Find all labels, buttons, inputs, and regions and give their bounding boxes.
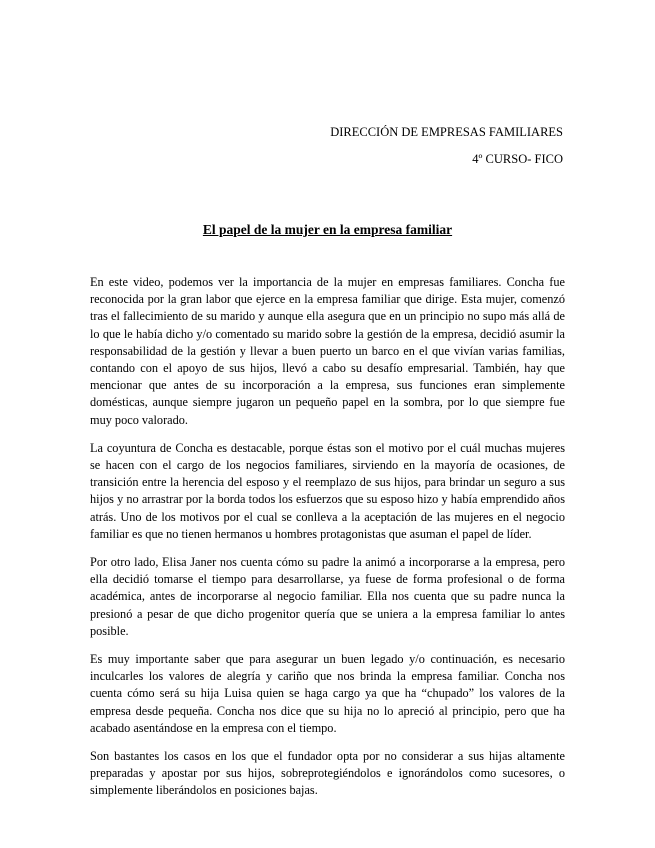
paragraph-2: La coyuntura de Concha es destacable, porque éstas son el motivo por el cuál muchas mujeres se hacen con el cargo de los negocios familiares, sirviendo en la mayoría de ocasiones, de transición entre la herencia del esposo y el reemplazo de sus hijos, para brindar un seguro a sus hijos y no arrastrar por la borda todos los esfuerzos que su esposo hizo y había emprendido años atrás. Uno de los motivos por el cual se conlleva a la aceptación de las mujeres en el negocio familiar es que no tienen hermanos u hombres protagonistas que asuman el papel de líder. [90,440,565,541]
paragraph-3: Por otro lado, Elisa Janer nos cuenta cómo su padre la animó a incorporarse a la empresa, pero ella decidió tomarse el tiempo para desarrollarse, ya fuese de forma profesional o de forma académica, antes de incorporarse al negocio familiar. Ella nos cuenta que su padre nunca la presionó a pesar de que dicho progenitor quería que se uniera a la empresa familiar lo antes posible. [90,555,565,638]
document-title: El papel de la mujer en la empresa familiar [202,222,453,237]
course-year: 4º CURSO- FICO [472,152,563,166]
document-body [90,274,565,811]
paragraph-5: Son bastantes los casos en los que el fundador opta por no considerar a sus hijas altamente preparadas y apostar por sus hijos, sobreprotegiéndolos e ignorándolos como sucesores, o simplemente liberándolos en posiciones bajas. [90,749,565,798]
paragraph-1: En este video, podemos ver la importancia de la mujer en empresas familiares. Concha fue reconocida por la gran labor que ejerce en la empresa familiar que dirige. Esta mujer, comenzó tras el fallecimiento de su marido y aunque ella asegura que en un principio no supo más allá de lo que le había dicho y/o comentado su marido sobre la gestión de la empresa, decidió asumir la responsabilidad de la gestión y llevar a buen puerto un barco en el que vivían varias familias, contando con el apoyo de sus hijos, llevó a cabo su desafío empresarial. También, hay que mencionar que antes de su incorporación a la empresa, sus funciones eran simplemente domésticas, aunque siempre jugaron un pequeño papel en la sombra, por lo que siempre fue muy poco valorado. [90,275,565,427]
paragraph-4: Es muy importante saber que para asegurar un buen legado y/o continuación, es necesario inculcarles los valores de alegría y cariño que nos brinda la empresa familiar. Concha nos cuenta cómo será su hija Luisa quien se haga cargo ya que ha “chupado” los valores de la empresa desde pequeña. Concha nos dice que su hija no lo apreció al principio, pero que ha acabado asentándose en la empresa con el tiempo. [90,652,565,735]
course-header: DIRECCIÓN DE EMPRESAS FAMILIARES [330,125,563,139]
